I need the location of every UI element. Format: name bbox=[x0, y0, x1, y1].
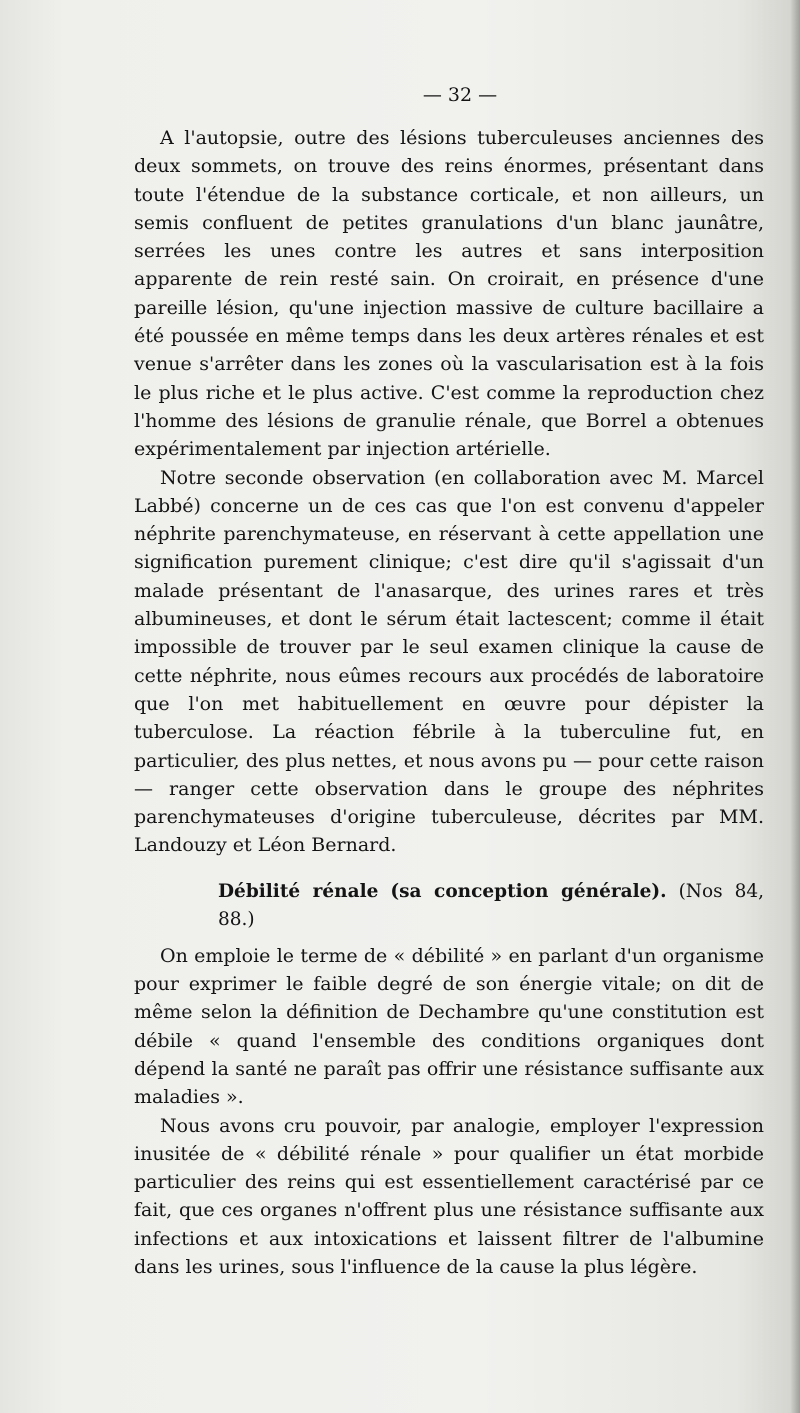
paragraph-debilite-definition: On emploie le terme de « débilité » en parlant d'un organisme pour exprimer le faible degré de son énergie vitale; on dit de même selon la définition de Dechambre qu'une constitution est débile « quand l'ensemble des conditions organiques dont dépend la santé ne paraît pas offrir une résistance suffisante aux maladies ». bbox=[134, 944, 764, 1109]
section-heading bbox=[134, 878, 764, 934]
section-heading-title: Débilité rénale bbox=[218, 880, 379, 902]
paragraph-autopsy: A l'autopsie, outre des lésions tuberculeuses anciennes des deux sommets, on trouve des reins énormes, présentant dans toute l'étendue de la substance corticale, et non ailleurs, un semis confluent de petites granulations d'un blanc jaunâtre, serrées les unes contre les autres et sans interposition apparente de rein resté sain. On croirait, en présence d'une pareille lésion, qu'une injection massive de culture bacillaire a été poussée en même temps dans les deux artères rénales et est venue s'arrêter dans les zones où la vascularisation est à la fois le plus riche et le plus active. C'est comme la reproduction chez l'homme des lésions de granulie rénale, que Borrel a obtenues expérimentalement par injection artérielle. bbox=[134, 127, 764, 461]
section-heading-refs: (Nos 84, 88.) bbox=[218, 880, 765, 930]
section-heading-subtitle: (sa conception générale). bbox=[390, 880, 667, 902]
page-body bbox=[134, 124, 764, 1281]
paragraph-second-observation: Notre seconde observation (en collaboration avec M. Marcel Labbé) concerne un de ces cas que l'on est convenu d'appeler néphrite parenchymateuse, en réservant à cette appellation une signification purement clinique; c'est dire qu'il s'agissait d'un malade présentant de l'anasarque, des urines rares et très albumineuses, et dont le sérum était lactescent; comme il était impossible de trouver par le seul examen clinique la cause de cette néphrite, nous eûmes recours aux procédés de laboratoire que l'on met habituellement en œuvre pour dépister la tuberculose. La réaction fébrile à la tuberculine fut, en particulier, des plus nettes, et nous avons pu — pour cette raison — ranger cette observation dans le groupe des néphrites parenchymateuses d'origine tuberculeuse, décrites par MM. Landouzy et Léon Bernard. bbox=[134, 466, 764, 857]
paragraph-debilite-renale: Nous avons cru pouvoir, par analogie, employer l'expression inusitée de « débilité rénale » pour qualifier un état morbide particulier des reins qui est essentiellement caractérisé par ce fait, que ces organes n'offrent plus une résistance suffisante aux infections et aux intoxications et laissent filtrer de l'albumine dans les urines, sous l'influence de la cause la plus légère. bbox=[134, 1114, 764, 1278]
page-number: — 32 — bbox=[422, 84, 498, 106]
